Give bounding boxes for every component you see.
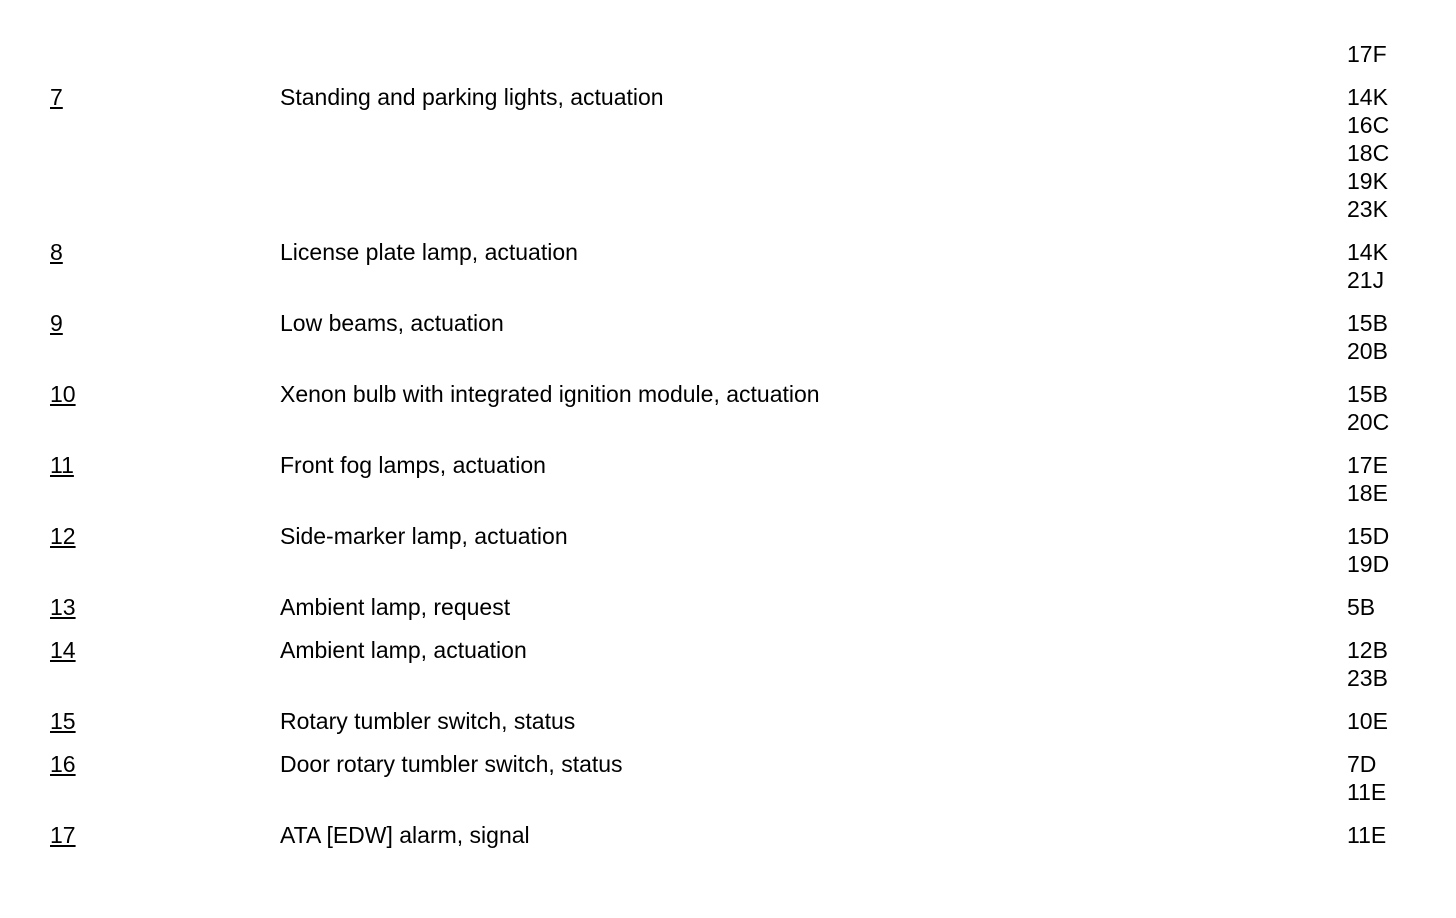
signal-description: Rotary tumbler switch, status: [280, 708, 576, 734]
grid-reference: 14K: [1347, 84, 1388, 110]
grid-reference: 11E: [1347, 822, 1387, 848]
signal-number-link[interactable]: 7: [50, 84, 63, 110]
grid-reference: 20B: [1347, 338, 1388, 364]
carry-over-reference: 17F: [1347, 41, 1387, 67]
table-row: [0, 522, 1456, 593]
grid-reference: 23B: [1347, 665, 1388, 691]
grid-reference: 20C: [1347, 409, 1390, 435]
table-row: [0, 593, 1456, 636]
grid-reference: 23K: [1347, 196, 1388, 222]
signal-number-link[interactable]: 17: [50, 822, 76, 848]
grid-references: [1347, 593, 1456, 636]
signal-description: Front fog lamps, actuation: [280, 452, 546, 478]
grid-reference: 18C: [1347, 140, 1390, 166]
table-row: [0, 83, 1456, 238]
signal-number-link[interactable]: 12: [50, 523, 76, 549]
signal-number-link[interactable]: 9: [50, 310, 63, 336]
grid-references: [1347, 238, 1456, 309]
signal-table: [0, 83, 1456, 864]
signal-description: Ambient lamp, request: [280, 594, 511, 620]
signal-description: Standing and parking lights, actuation: [280, 84, 664, 110]
signal-number-link[interactable]: 11: [50, 452, 74, 478]
signal-description: ATA [EDW] alarm, signal: [280, 822, 530, 848]
grid-reference: 15D: [1347, 523, 1390, 549]
grid-reference: 15B: [1347, 310, 1388, 336]
table-row: [0, 636, 1456, 707]
signal-description: License plate lamp, actuation: [280, 239, 578, 265]
grid-reference: 12B: [1347, 637, 1388, 663]
table-row: [0, 238, 1456, 309]
signal-description: Side-marker lamp, actuation: [280, 523, 568, 549]
grid-reference: 7D: [1347, 751, 1377, 777]
grid-references: [1347, 707, 1456, 750]
grid-references: [1347, 83, 1456, 238]
grid-reference: 19D: [1347, 551, 1390, 577]
grid-reference: 15B: [1347, 381, 1388, 407]
grid-references: [1347, 380, 1456, 451]
grid-reference: 17E: [1347, 452, 1388, 478]
table-row: [0, 707, 1456, 750]
grid-reference: 11E: [1347, 779, 1387, 805]
grid-references: [1347, 636, 1456, 707]
grid-reference: 18E: [1347, 480, 1388, 506]
signal-description: Xenon bulb with integrated ignition module, actuation: [280, 381, 820, 407]
signal-description: Low beams, actuation: [280, 310, 504, 336]
signal-number-link[interactable]: 16: [50, 751, 76, 777]
table-row: [0, 821, 1456, 864]
table-row: [0, 451, 1456, 522]
grid-reference: 19K: [1347, 168, 1388, 194]
table-row: [0, 380, 1456, 451]
table-row: [0, 750, 1456, 821]
signal-number-link[interactable]: 14: [50, 637, 76, 663]
grid-reference: 5B: [1347, 594, 1376, 620]
signal-number-link[interactable]: 8: [50, 239, 63, 265]
grid-reference: 10E: [1347, 708, 1388, 734]
signal-description: Ambient lamp, actuation: [280, 637, 527, 663]
signal-number-link[interactable]: 15: [50, 708, 76, 734]
grid-reference: 21J: [1347, 267, 1385, 293]
grid-references: [1347, 821, 1456, 864]
table-row: [0, 309, 1456, 380]
grid-references: [1347, 750, 1456, 821]
signal-number-link[interactable]: 10: [50, 381, 76, 407]
signal-description: Door rotary tumbler switch, status: [280, 751, 623, 777]
grid-references: [1347, 309, 1456, 380]
grid-reference: 14K: [1347, 239, 1388, 265]
grid-references: [1347, 522, 1456, 593]
signal-number-link[interactable]: 13: [50, 594, 76, 620]
grid-reference: 16C: [1347, 112, 1390, 138]
grid-references: [1347, 451, 1456, 522]
